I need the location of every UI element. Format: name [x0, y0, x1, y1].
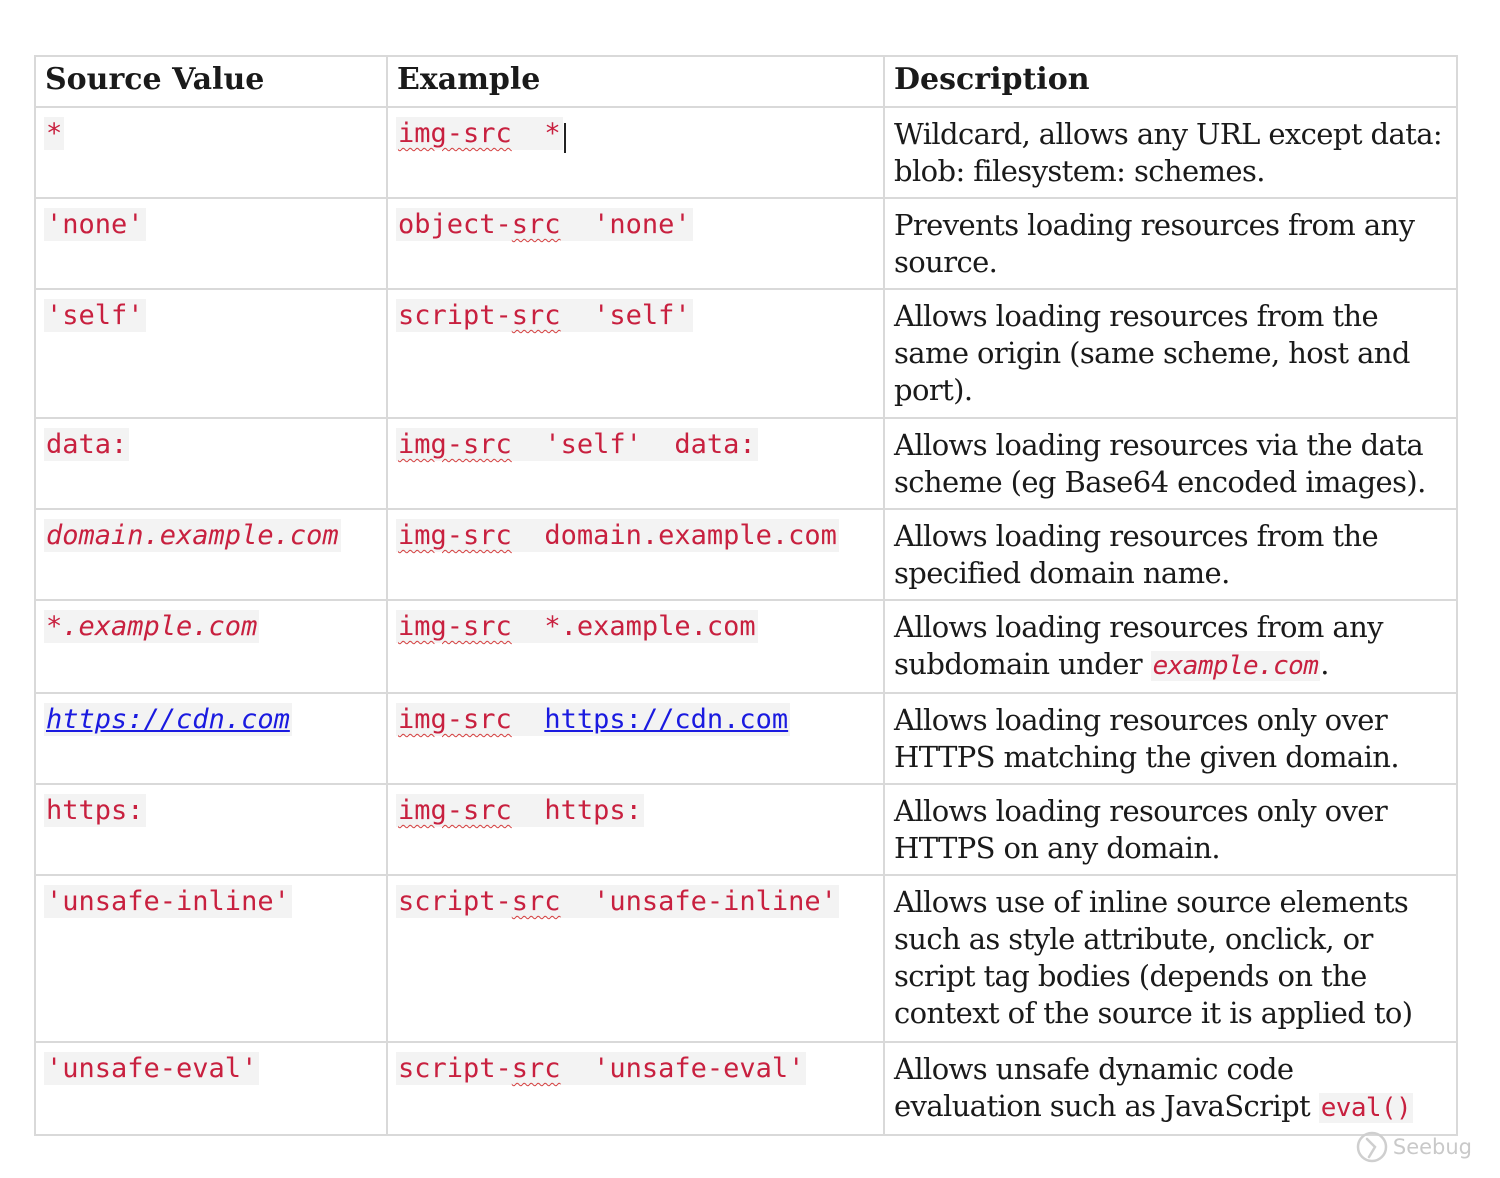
example-directive: img-src: [398, 520, 512, 551]
description-cell: Allows loading resources only over HTTPS matching the given domain.: [884, 693, 1457, 784]
example-value: 'none': [593, 209, 691, 240]
example-directive-src: src: [511, 209, 561, 240]
example-value: 'unsafe-eval': [593, 1053, 805, 1084]
description-code: eval(): [1320, 1093, 1412, 1123]
source-cell: [35, 600, 387, 693]
table-row: [35, 600, 1457, 693]
source-value: *: [46, 118, 63, 149]
example-cell: [387, 784, 884, 875]
example-value: *.example.com: [544, 611, 756, 642]
description-cell: [884, 600, 1457, 693]
description-cell: Allows loading resources from the specified domain name.: [884, 509, 1457, 600]
source-value: 'self': [46, 300, 144, 331]
description-cell: Allows use of inline source elements such as style attribute, onclick, or script tag bodies (depends on the context of the source it is applied to): [884, 875, 1457, 1042]
source-cell: [35, 693, 387, 784]
table-row: [35, 418, 1457, 509]
example-directive-src: src: [511, 1053, 561, 1084]
seebug-watermark: [1355, 1130, 1472, 1164]
example-value: 'self' data:: [544, 429, 756, 460]
example-cell: [387, 600, 884, 693]
source-cell: [35, 509, 387, 600]
description-cell: Allows loading resources via the data scheme (eg Base64 encoded images).: [884, 418, 1457, 509]
example-directive-src: src: [511, 886, 561, 917]
example-directive: img-src: [398, 429, 512, 460]
example-directive: img-src: [398, 795, 512, 826]
example-directive-src: src: [511, 300, 561, 331]
example-value: domain.example.com: [544, 520, 837, 551]
description-text: Allows loading resources from any subdomain under: [894, 610, 1383, 681]
example-directive: img-src: [398, 118, 512, 149]
text-cursor: [564, 123, 566, 153]
source-cell: [35, 198, 387, 289]
source-cell: [35, 1042, 387, 1135]
example-directive: img-src: [398, 611, 512, 642]
watermark-text: Seebug: [1392, 1135, 1472, 1159]
example-link[interactable]: https://cdn.com: [544, 704, 789, 735]
example-directive: img-src: [398, 704, 512, 735]
description-code: example.com: [1152, 651, 1319, 681]
source-cell: [35, 289, 387, 418]
source-value: 'unsafe-eval': [46, 1053, 258, 1084]
table-header-row: [35, 56, 1457, 107]
source-cell: [35, 784, 387, 875]
source-value: *.example.com: [46, 611, 258, 642]
example-cell: [387, 107, 884, 198]
description-cell: Allows loading resources only over HTTPS on any domain.: [884, 784, 1457, 875]
example-cell: [387, 198, 884, 289]
table-row: [35, 107, 1457, 198]
description-cell: Prevents loading resources from any source.: [884, 198, 1457, 289]
example-cell: [387, 693, 884, 784]
description-suffix: .: [1320, 647, 1329, 681]
example-cell: [387, 509, 884, 600]
csp-source-table: [34, 55, 1458, 1136]
table-row: [35, 198, 1457, 289]
example-value: 'unsafe-inline': [593, 886, 837, 917]
header-example: Example: [387, 56, 884, 107]
source-cell: [35, 107, 387, 198]
source-value: 'none': [46, 209, 144, 240]
source-value: domain.example.com: [46, 520, 339, 551]
source-value: 'unsafe-inline': [46, 886, 290, 917]
table-row: [35, 1042, 1457, 1135]
example-value: *: [544, 118, 561, 149]
example-cell: script-src 'self': [387, 289, 884, 418]
source-link[interactable]: https://cdn.com: [46, 704, 290, 735]
description-cell: Wildcard, allows any URL except data: blob: filesystem: schemes.: [884, 107, 1457, 198]
source-cell: [35, 875, 387, 1042]
table-row: [35, 875, 1457, 1042]
seebug-logo-icon: [1355, 1130, 1389, 1164]
table-row: [35, 509, 1457, 600]
header-source-value: Source Value: [35, 56, 387, 107]
example-cell: [387, 418, 884, 509]
source-value: data:: [46, 429, 128, 460]
example-cell: script-src 'unsafe-inline': [387, 875, 884, 1042]
example-value: 'self': [593, 300, 691, 331]
example-directive-prefix: object-: [398, 209, 512, 240]
source-value: https:: [46, 795, 144, 826]
description-text: Allows unsafe dynamic code evaluation such as JavaScript: [894, 1052, 1319, 1123]
table-row: [35, 289, 1457, 418]
header-description: Description: [884, 56, 1457, 107]
example-cell: script-src 'unsafe-eval': [387, 1042, 884, 1135]
table-row: [35, 693, 1457, 784]
description-cell: Allows loading resources from the same origin (same scheme, host and port).: [884, 289, 1457, 418]
table-row: [35, 784, 1457, 875]
example-value: https:: [544, 795, 642, 826]
source-cell: [35, 418, 387, 509]
description-cell: [884, 1042, 1457, 1135]
